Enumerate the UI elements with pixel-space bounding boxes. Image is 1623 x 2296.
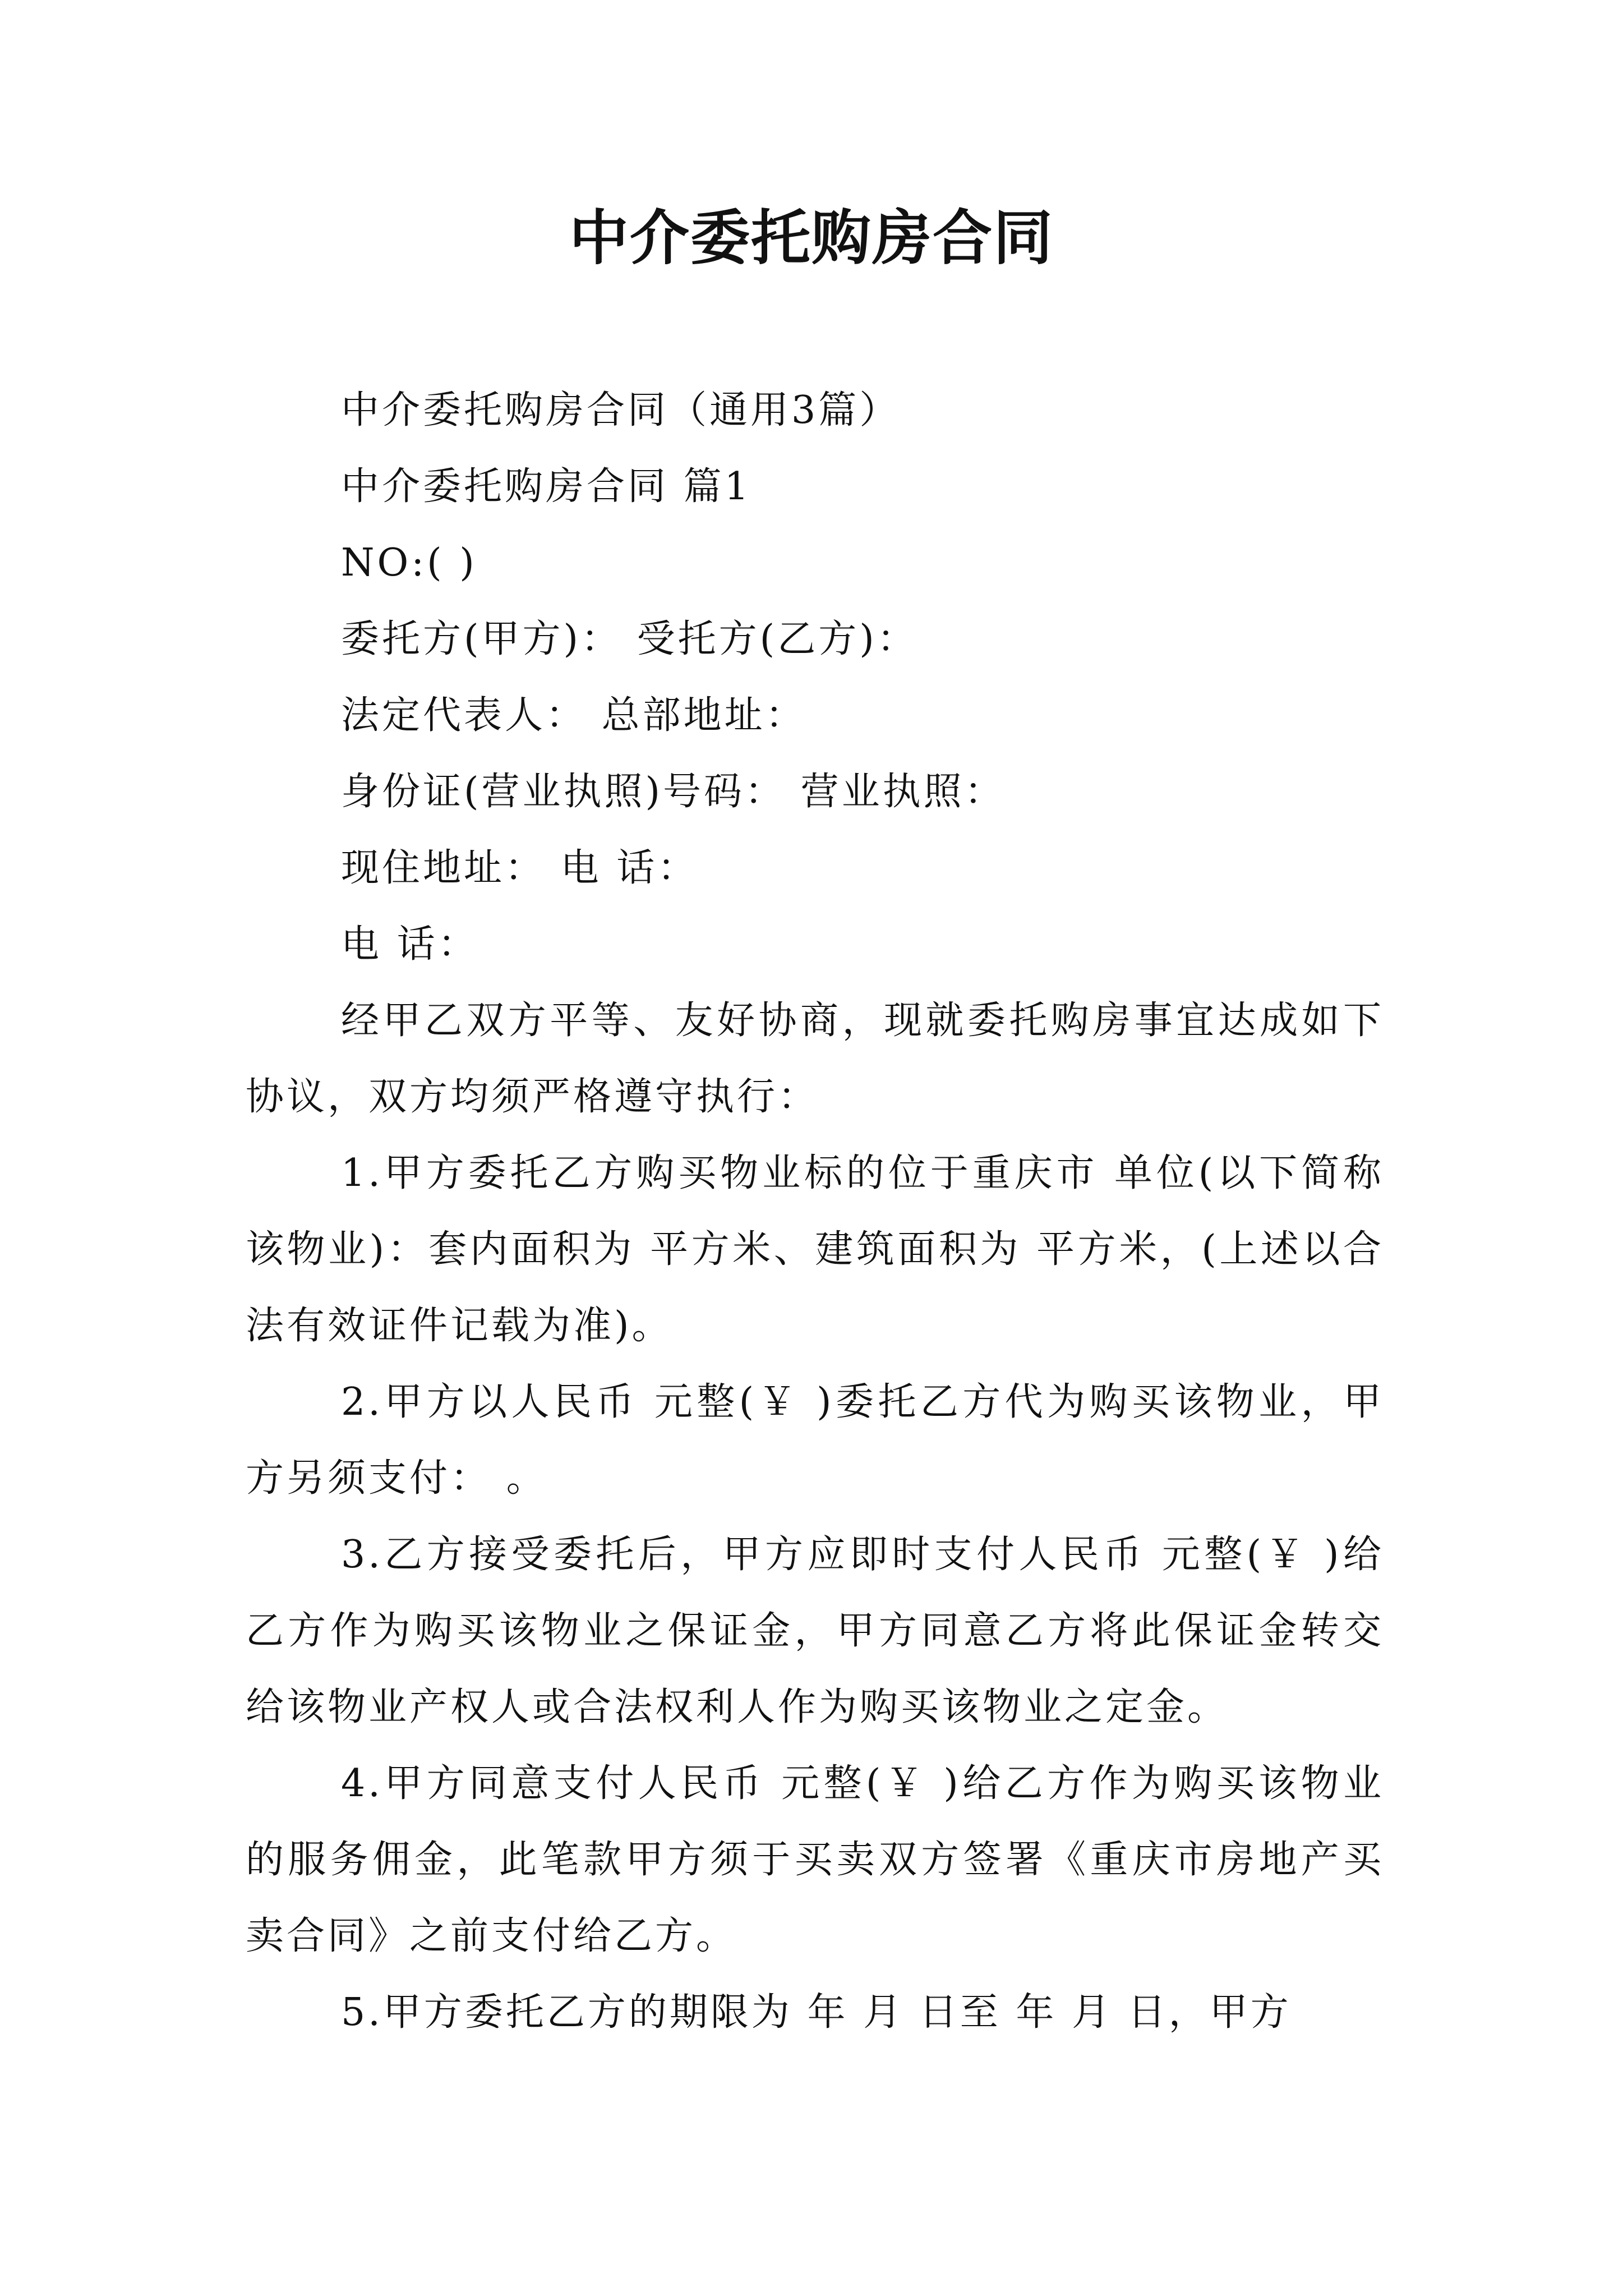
address-phone-line: 现住地址： 电 话： <box>341 846 699 890</box>
document-body <box>246 372 1384 2051</box>
party-line: 委托方(甲方)： 受托方(乙方)： <box>341 617 918 661</box>
clause-1-paragraph: 1.甲方委托乙方购买物业标的位于重庆市 单位(以下简称该物业)：套内面积为 平方米、建筑面积为 平方米，(上述以合法有效证件记载为准)。 <box>246 1151 1384 1348</box>
clause-5-paragraph: 5.甲方委托乙方的期限为 年 月 日至 年 月 日，甲方 <box>341 1990 1292 2035</box>
representative-line: 法定代表人： 总部地址： <box>341 693 806 738</box>
document-title: 中介委托购房合同 <box>569 204 1054 273</box>
phone-line: 电 话： <box>341 922 479 967</box>
contract-number-line: NO:( ) <box>341 541 477 585</box>
section-heading: 中介委托购房合同 篇1 <box>341 464 751 509</box>
id-license-line: 身份证(营业执照)号码： 营业执照： <box>341 770 1006 814</box>
clause-3-paragraph: 3.乙方接受委托后，甲方应即时支付人民币 元整(￥ )给乙方作为购买该物业之保证金，甲方同意乙方将此保证金转交给该物业产权人或合法权利人作为购买该物业之定金。 <box>246 1533 1384 1729</box>
clause-4-paragraph: 4.甲方同意支付人民币 元整(￥ )给乙方作为购买该物业的服务佣金，此笔款甲方须于买卖双方签署《重庆市房地产买卖合同》之前支付给乙方。 <box>246 1761 1384 1958</box>
subtitle-line: 中介委托购房合同（通用3篇） <box>341 388 901 432</box>
agreement-intro-paragraph: 经甲乙双方平等、友好协商，现就委托购房事宜达成如下协议，双方均须严格遵守执行： <box>246 999 1384 1119</box>
clause-2-paragraph: 2.甲方以人民币 元整(￥ )委托乙方代为购买该物业，甲方另须支付： 。 <box>246 1380 1384 1501</box>
